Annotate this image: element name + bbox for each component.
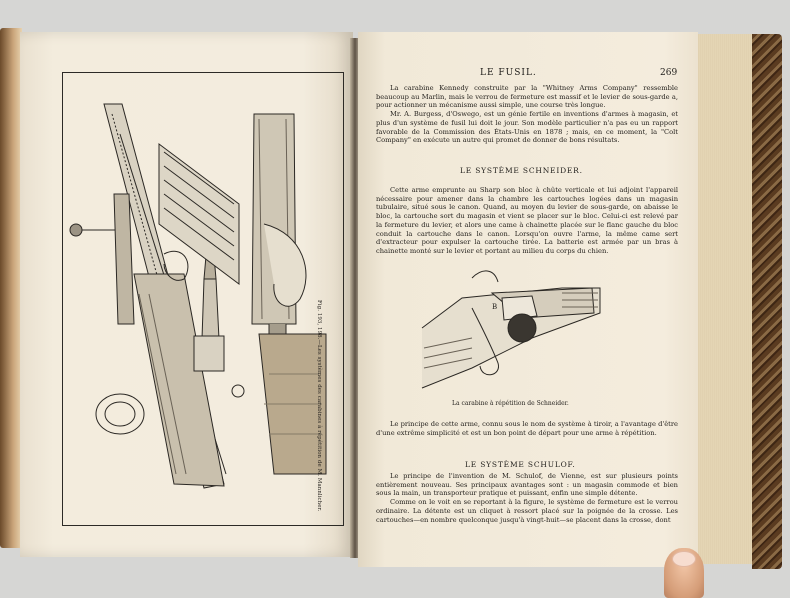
- schneider-text: [376, 186, 678, 256]
- book-cover-right: [752, 34, 782, 569]
- page-number: 269: [660, 68, 678, 78]
- schneider-figure-caption: La carabine à répétition de Schneider.: [452, 400, 569, 407]
- book-cover-left: [0, 28, 22, 548]
- section-heading-schulof: LE SYSTÈME SCHULOF.: [465, 460, 576, 469]
- paragraph: Le principe de l'invention de M. Schulof, de Vienne, est sur plusieurs points entièrement nouveau. Ses principaux avantages sont : un magasin commode et bien sous la main, un transporteur pratique et puissant, enfin une simple détente.: [376, 472, 678, 498]
- paragraph: Mr. A. Burgess, d'Oswego, est un génie fertile en inventions d'armes à magasin, et plus d'un système de fusil lui doit le jour. Son modèle particulier n'a pas eu un rapport favorable de la Commission des États-Unis en 1878 ; mais, en ce moment, la "Colt Company" en exécute un autre qui promet de donner de bons résultats.: [376, 110, 678, 145]
- rifle-right: [252, 114, 326, 474]
- intro-text: [376, 84, 678, 145]
- running-head: LE FUSIL.: [480, 68, 537, 78]
- schneider-figure: [412, 268, 602, 394]
- left-figure-caption: Fig. 193, 198.—Les systèmes des carabines à répétition de M. Mannlicher.: [316, 300, 322, 512]
- paragraph: Le principe de cette arme, connu sous le nom de système à tiroir, a l'avantage d'être d'une extrême simplicité et est un bon point de départ pour une arme à répétition.: [376, 420, 678, 437]
- page-edges: [698, 34, 758, 564]
- paragraph: Comme on le voit en se reportant à la figure, le système de fermeture est le verrou ordinaire. La détente est un cliquet à ressort placé sur la poignée de la crosse. Les cartouches—en nombre quelconque jusqu'à vingt-huit—se placent dans la crosse, dont: [376, 498, 678, 524]
- paragraph: La carabine Kennedy construite par la "Whitney Arms Company" ressemble beaucoup au Marlin, mais le verrou de fermeture est massif et le levier de sous-garde a, pour actionner un mécanisme aussi simple, une course très longue.: [376, 84, 678, 110]
- carbine-shading: [159, 144, 239, 284]
- section-heading-schneider: LE SYSTÈME SCHNEIDER.: [460, 166, 583, 175]
- thumbnail-nail: [672, 551, 696, 567]
- rifle-left: [70, 104, 226, 488]
- paragraph: Cette arme emprunte au Sharp son bloc à chûte verticale et lui adjoint l'appareil nécessaire pour amener dans la chambre les cartouches logées dans un magasin tubulaire, situé sous le canon. Quand, au moyen du levier de sous-garde, on abaisse le bloc, la cartouche sort du magasin et vient se placer sur le bloc. Celui-ci est relevé par la fermeture du levier, et alors une came à chainette placée sur le flanc gauche du bloc conduit la cartouche dans le canon. Lorsqu'on ouvre l'arme, la même came sert d'extracteur pour expulser la cartouche tirée. La batterie est armée par un bras à chainette monté sur le levier et portant au milieu du corps du chien.: [376, 186, 678, 255]
- schulof-text: [376, 472, 678, 524]
- figure-label-b: B: [492, 303, 498, 311]
- schneider-after-text: [376, 420, 678, 437]
- rifle-engraving: [64, 74, 340, 522]
